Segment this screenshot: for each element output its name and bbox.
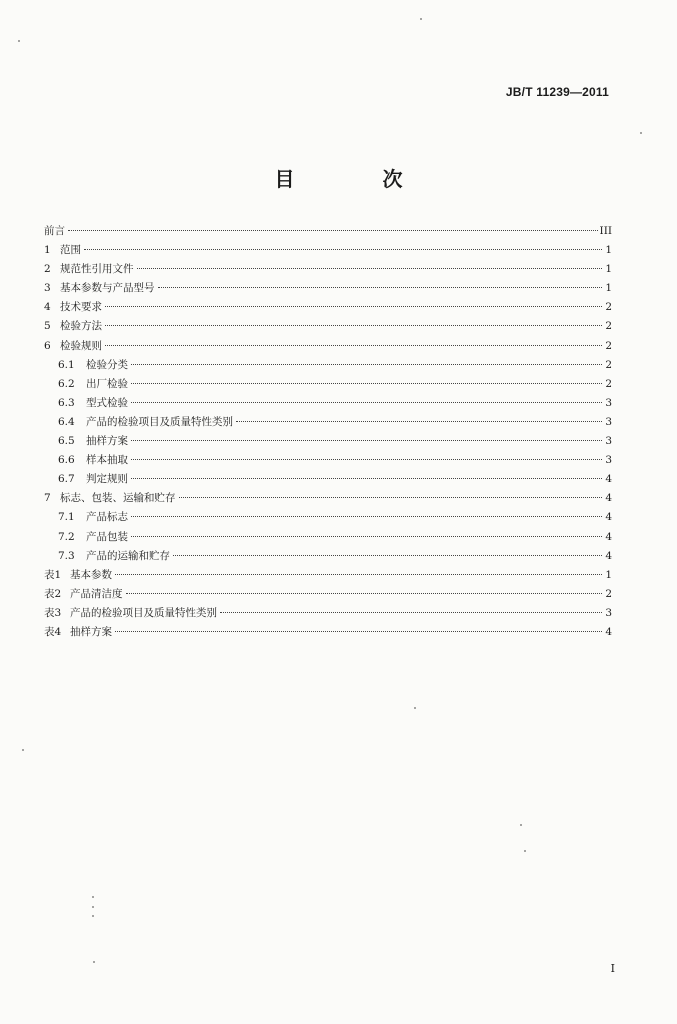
scan-speck — [640, 132, 642, 134]
toc-entry-page: 3 — [605, 454, 612, 467]
toc-entry-number: 7.3 — [58, 549, 75, 562]
toc-entry-5[interactable] — [44, 317, 612, 336]
toc-entry-number: 表4 — [44, 625, 62, 638]
dot-leader — [131, 383, 602, 384]
table-of-contents — [44, 222, 612, 642]
toc-entry-label: 产品标志 — [86, 511, 128, 524]
toc-entry-6[interactable] — [44, 337, 612, 356]
toc-entry-number: 表3 — [44, 606, 62, 619]
toc-entry-number: 5 — [44, 320, 51, 333]
toc-entry-6-4[interactable] — [44, 413, 612, 432]
toc-entry-page: 3 — [605, 435, 612, 448]
toc-entry-6-5[interactable] — [44, 432, 612, 451]
toc-entry-label: 抽样方案 — [70, 625, 112, 638]
toc-title: 目 次 — [274, 167, 437, 191]
scan-speck — [420, 18, 422, 20]
toc-entry-page: 4 — [605, 473, 612, 486]
scan-speck — [524, 850, 526, 852]
toc-entry-number: 7.2 — [58, 530, 75, 543]
toc-entry-label: 判定规则 — [86, 473, 128, 486]
scan-speck — [92, 896, 94, 898]
toc-entry-6-6[interactable] — [44, 451, 612, 470]
scan-speck — [93, 961, 95, 963]
scan-speck — [18, 40, 20, 42]
toc-entry-label: 产品清洁度 — [70, 587, 123, 600]
toc-entry-7-2[interactable] — [44, 528, 612, 547]
toc-entry-label: 基本参数 — [70, 568, 112, 581]
standard-code: JB/T 11239—2011 — [505, 85, 609, 99]
toc-entry-page: 2 — [605, 358, 612, 371]
toc-entry-3[interactable] — [44, 279, 612, 298]
dot-leader — [220, 612, 602, 613]
toc-entry-number: 2 — [44, 263, 51, 276]
dot-leader — [131, 516, 602, 517]
toc-entry-label: 抽样方案 — [86, 435, 128, 448]
toc-entry-page: 2 — [605, 377, 612, 390]
toc-entry-page: 1 — [605, 282, 612, 295]
toc-entry-label: 产品的运输和贮存 — [86, 549, 170, 562]
dot-leader — [179, 497, 603, 498]
dot-leader — [236, 421, 602, 422]
toc-entry-label: 技术要求 — [60, 301, 102, 314]
toc-entry-label: 检验分类 — [86, 358, 128, 371]
dot-leader — [158, 287, 603, 288]
dot-leader — [131, 402, 602, 403]
toc-entry-7-1[interactable] — [44, 508, 612, 527]
toc-entry-label: 基本参数与产品型号 — [60, 282, 155, 295]
toc-entry-number: 6.4 — [58, 415, 75, 428]
toc-entry-label: 前言 — [44, 225, 65, 237]
toc-entry-page: 4 — [605, 625, 612, 638]
toc-entry-table-3[interactable] — [44, 604, 612, 623]
toc-entry-foreword[interactable] — [44, 222, 612, 241]
toc-entry-1[interactable] — [44, 241, 612, 260]
toc-entry-number: 6 — [44, 339, 51, 352]
dot-leader — [105, 345, 602, 346]
toc-entry-label: 产品包装 — [86, 530, 128, 543]
dot-leader — [115, 631, 602, 632]
toc-entry-number: 7.1 — [58, 511, 75, 524]
toc-entry-table-2[interactable] — [44, 585, 612, 604]
toc-entry-number: 6.5 — [58, 435, 75, 448]
dot-leader — [84, 249, 602, 250]
toc-entry-page: 2 — [605, 587, 612, 600]
toc-entry-number: 6.1 — [58, 358, 75, 371]
toc-entry-7[interactable] — [44, 489, 612, 508]
toc-entry-number: 7 — [44, 492, 51, 505]
dot-leader — [131, 440, 602, 441]
toc-entry-page: 4 — [605, 492, 612, 505]
toc-entry-number: 4 — [44, 301, 51, 314]
toc-entry-page: 2 — [605, 339, 612, 352]
dot-leader — [105, 306, 602, 307]
dot-leader — [131, 536, 602, 537]
toc-entry-number: 6.7 — [58, 473, 75, 486]
toc-entry-number: 6.3 — [58, 396, 75, 409]
dot-leader — [126, 593, 603, 594]
toc-entry-number: 6.6 — [58, 454, 75, 467]
toc-entry-number: 3 — [44, 282, 51, 295]
toc-entry-label: 检验规则 — [60, 339, 102, 352]
dot-leader — [131, 478, 602, 479]
dot-leader — [105, 325, 602, 326]
toc-entry-7-3[interactable] — [44, 547, 612, 566]
dot-leader — [137, 268, 603, 269]
scan-speck — [92, 915, 94, 917]
toc-entry-label: 标志、包装、运输和贮存 — [60, 492, 176, 505]
toc-entry-label: 检验方法 — [60, 320, 102, 333]
toc-entry-4[interactable] — [44, 298, 612, 317]
toc-entry-number: 6.2 — [58, 377, 75, 390]
scan-speck — [22, 749, 24, 751]
toc-entry-label: 范围 — [60, 244, 81, 257]
scan-speck — [414, 707, 416, 709]
toc-entry-6-2[interactable] — [44, 375, 612, 394]
toc-entry-page: 2 — [605, 320, 612, 333]
toc-entry-page: 1 — [605, 244, 612, 257]
toc-entry-page: 4 — [605, 549, 612, 562]
toc-entry-label: 产品的检验项目及质量特性类别 — [86, 415, 233, 428]
dot-leader — [131, 364, 602, 365]
toc-entry-page: 4 — [605, 530, 612, 543]
dot-leader — [115, 574, 602, 575]
toc-entry-label: 样本抽取 — [86, 454, 128, 467]
dot-leader — [68, 230, 598, 231]
toc-entry-table-4[interactable] — [44, 623, 612, 642]
dot-leader — [173, 555, 602, 556]
page-number: I — [610, 962, 615, 975]
toc-entry-table-1[interactable] — [44, 566, 612, 585]
toc-entry-label: 型式检验 — [86, 396, 128, 409]
toc-entry-page: 3 — [605, 415, 612, 428]
toc-entry-6-7[interactable] — [44, 470, 612, 489]
toc-entry-2[interactable] — [44, 260, 612, 279]
toc-entry-page: 2 — [605, 301, 612, 314]
toc-entry-6-1[interactable] — [44, 356, 612, 375]
scan-speck — [92, 906, 94, 908]
dot-leader — [131, 459, 602, 460]
toc-entry-label: 规范性引用文件 — [60, 263, 134, 276]
toc-entry-page: 1 — [605, 263, 612, 276]
toc-entry-page: 4 — [605, 511, 612, 524]
toc-entry-number: 表1 — [44, 568, 62, 581]
toc-entry-label: 产品的检验项目及质量特性类别 — [70, 606, 217, 619]
toc-entry-page: 3 — [605, 606, 612, 619]
scan-speck — [520, 824, 522, 826]
toc-entry-page: 1 — [605, 568, 612, 581]
toc-entry-page: III — [599, 225, 612, 237]
toc-entry-number: 1 — [44, 244, 51, 257]
toc-entry-number: 表2 — [44, 587, 62, 600]
toc-entry-page: 3 — [605, 396, 612, 409]
toc-entry-label: 出厂检验 — [86, 377, 128, 390]
toc-entry-6-3[interactable] — [44, 394, 612, 413]
